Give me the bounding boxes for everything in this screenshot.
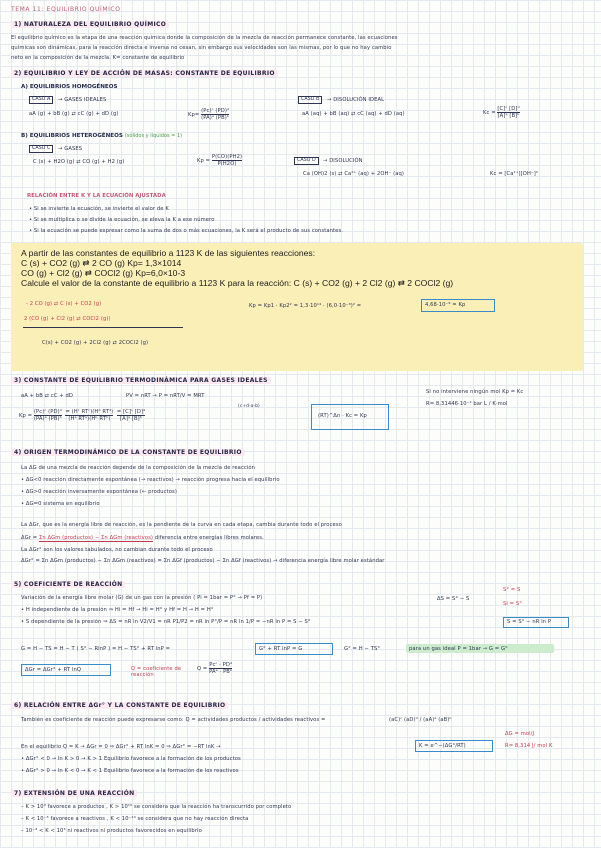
section-3-kp-label: Kp = [19,413,33,419]
case-b-label: → DISOLUCIÓN IDEAL [327,97,385,103]
page-title: TEMA 11: EQUILIBRIO QUÍMICO [11,6,121,13]
case-c-kp-den: P(H2O) [217,161,237,167]
section-4-line-1: La ΔG de una mezcla de reacción depende de la composición de la mezcla de reacción [21,465,256,471]
section-3-exponent: (c+d-a-b) [238,404,260,409]
section-5-line-4: G = H − TS = H − T ( S° − RlnP ) = H − TS° + RT lnP = [21,646,171,652]
section-1-line-1: El equilibrio químico es la etapa de una reacción química donde la composición de la mezcla de reacción permanece constante, las ecuaciones [11,35,398,41]
case-a-label: → GASES IDEALES [58,97,107,103]
section-4-line-5: La ΔGr, que es la energía libre de reacción, es la pendiente de la curva en cada etapa, cambia durante todo el proceso [21,522,342,528]
section-6-k-box-text: K = e^−(ΔG°/RT) [419,743,466,749]
section-1-line-3: neto en la composición de la mezcla. K= constante de equilibrio [11,55,185,61]
section-5-delta-s: ΔS = S° − S [437,596,470,602]
section-6-line-3: • ΔGr° < 0 → ln K > 0 → K > 1 Equilibrio favorece a la formación de los productos [21,756,241,762]
section-3-note-2: R= 8,31446·10⁻² bar L / K·mol [426,401,508,407]
section-7-line-3: – 10⁻³ < K < 10³ ni reactivos ni productos favorecidos en equilibrio [21,828,202,834]
section-6-units-2: R= 8,314 J/ mol K [505,743,553,749]
section-5-dg-formula: ΔGr = ΔGr° + RT lnQ [25,667,82,673]
section-3-mid-den: (Hᵃ RTᵃ)(Hᵇ RTᵇ) [68,416,111,422]
section-4-line-4: • ΔG=0 sistema en equilibrio [21,501,100,507]
section-3-pv: PV = nRT → P = nRT/V = MRT [126,393,205,399]
section-3-kp-den: (PA)ᵃ (PB)ᵇ [33,416,62,422]
case-a-kp-label: Kp= [188,112,200,118]
case-c-kp-label: Kp = [197,158,211,164]
heterogeneous-title: B) EQUILIBRIOS HETEROGÉNEOS [21,133,123,139]
case-b-kc-den: [A]ᵃ [B]ᵇ [497,113,520,119]
section-3-kc-den: [A]ᵃ [B]ᵇ [120,416,143,422]
section-5-q-label-eq: Q = [197,666,208,672]
section-5-q-num: Pcᶜ · PDᵈ [209,662,233,668]
section-5-q-den: PAᵃ · PBᵇ [209,669,233,675]
section-3-heading [11,377,271,384]
case-b-equation: aA (aq) + bB (aq) ⇄ cC (aq) + dD (aq) [302,111,405,117]
section-5-q-label: Q = coeficiente de reacción [131,666,182,678]
section-3-result: (RT)^Δn · Kc = Kp [318,413,367,419]
working-result: 4,68·10⁻⁹ = Kp [425,302,466,308]
working-line-1-text: - 2 CO (g) ⇄ C (s) + CO2 (g) [26,301,102,307]
working-line-2 [24,316,111,322]
section-1-title: 1) NATURALEZA DEL EQUILIBRIO QUÍMICO [11,21,169,28]
section-5-s-right-2: Si = S° [503,601,522,607]
case-c-kp-num: P(CO)(PH2) [211,154,243,160]
section-6-line-1: También es coeficiente de reacción puede expresarse como: Q = actividades productos / actividades reactivos = [21,717,326,723]
working-kp: Kp = Kp1 · Kp2² = 1,3·10¹⁴ · (6,0·10⁻³)² = [249,303,362,309]
relation-rule-1: • Si se invierte la ecuación, se invierte el valor de K [29,206,169,212]
exercise-line-2: C (s) + CO2 (g) ⇄ 2 CO (g) Kp= 1,3×1014 [21,258,182,268]
case-b-box: CASO B [298,96,322,104]
section-4-line-6 [21,535,264,541]
section-4-line-6-label: ΔGr = [21,535,38,541]
section-3-kc-num: = [C]ᶜ [D]ᵈ [116,409,146,415]
section-6-units-1: ΔG = mol/J [505,731,535,737]
case-d-label: → DISOLUCIÓN [323,158,363,164]
working-divider [23,327,183,328]
section-5-line-2: • H independiente de la presión ⇒ Hi = Hf → Hi = H° y Hf = H → H = H° [21,607,214,613]
section-4-line-6-formula: Σn ΔGm (productos) − Σn ΔGm (reactivos) [38,535,154,541]
exercise-note [11,243,583,371]
section-7-line-2: – K < 10⁻³ favorece a reactivos , K < 10⁻¹⁰ se considera que no hay reacción directa [21,816,249,822]
case-c-box: CASO C [29,145,53,153]
case-b-kc-label: Kc = [483,110,496,116]
section-3-kp-num: (Pc)ᶜ (PD)ᵈ [33,409,62,415]
exercise-line-4: Calcule el valor de la constante de equilibrio a 1123 K para la reacción: C (s) + CO2 (g) + 2 Cl2 (g) ⇄ 2 COCl2 (g) [21,278,454,288]
section-5-s-right-1: S° = S [503,587,521,593]
exercise-line-3: CO (g) + Cl2 (g) ⇄ COCl2 (g) Kp=6,0×10-3 [21,268,186,278]
heterogeneous-heading [21,133,182,140]
case-a-kp-den: (PA)ᵃ (PB)ᵇ [201,115,230,121]
section-6-title: 6) RELACIÓN ENTRE ΔGr° Y LA CONSTANTE DE EQUILIBRIO [11,702,228,709]
section-4-line-2: • ΔG<0 reacción directamente espontánea (→ reactivos) → reacción progresa hacia el equilibrio [21,477,280,483]
section-6-activities: (aC)ᶜ (aD)ᵈ / (aA)ᵃ (aB)ᵇ [389,717,452,723]
section-4-line-6-note: diferencia entre energías libres molares. [154,535,264,541]
section-6-line-4: • ΔGr° > 0 → ln K < 0 → K < 1 Equilibrio favorece a la formación de los reactivos [21,768,239,774]
section-3-mid-num: = (Hᶜ RTᶜ)(Hᵈ RTᵈ) [65,409,114,415]
section-3-note-1: Si no interviene ningún mol Kp = Kc [426,389,524,395]
section-2-heading [11,70,278,77]
section-4-line-8: ΔGr° = Σn ΔGm (productos) − Σn ΔGm (reactivos) = Σn ΔGf (productos) − Σn ΔGf (reactivos) → diferencia energía libre molar estándar [21,558,385,564]
section-3-kp [19,409,145,422]
case-d-box: CASO D [294,157,319,165]
case-b-kc [483,106,520,119]
working-line-2-text: 2 (CO (g) + Cl2 (g) ⇄ COCl2 (g)) [24,316,111,322]
exercise-line-1: A partir de las constantes de equilibrio a 1123 K de las siguientes reacciones: [21,248,316,258]
section-5-ideal-gas: para un gas ideal P = 1bar → G = G° [409,646,508,652]
case-a-kp-num: (Pc)ᶜ (PD)ᵈ [201,108,230,114]
relation-rule-3: • Si la ecuación se puede expresar como la suma de dos o más ecuaciones, la K será el producto de sus constantes. [29,228,344,234]
section-5-g-standard: G° = H − TS° [344,646,381,652]
section-7-heading [11,790,137,797]
section-5-title: 5) COEFICIENTE DE REACCIÓN [11,581,125,588]
section-4-line-3: • ΔG>0 reacción inversamente espontánea (← productos) [21,489,177,495]
section-7-title: 7) EXTENSIÓN DE UNA REACCIÓN [11,790,137,797]
section-5-line-1: Variación de la energía libre molar (G) de un gas con la presión ( Pi = 1bar = P° → Pf = P) [21,595,263,601]
case-d-kc: Kc = [Ca²⁺][OH⁻]² [490,171,539,177]
heterogeneous-note: (sólidos y líquidos = 1) [124,133,183,139]
section-5-q-formula [197,662,232,675]
homogeneous-heading: A) EQUILIBRIOS HOMOGÉNEOS [21,84,118,90]
relation-heading: RELACIÓN ENTRE K Y LA ECUACIÓN AJUSTADA [27,193,166,199]
case-c-label: → GASES [58,146,83,152]
working-line-1 [26,301,101,307]
section-5-line-3: • S dependiente de la presión ⇒ ΔS = nR ln V2/V1 = nR P1/P2 = nR ln P°/P = nR ln 1/P = −nR ln P = S − S° [21,619,311,625]
case-a-equation: aA (g) + bB (g) ⇄ cC (g) + dD (g) [29,111,119,117]
section-6-line-2: En el equilibrio Q = K → ΔGr = 0 ⇒ ΔGr° + RT lnK = 0 ⇒ ΔGr° = −RT lnK → [21,744,221,750]
section-4-heading [11,449,245,456]
section-5-heading [11,581,125,588]
section-3-equation: aA + bB ⇄ cC + dD [21,393,73,399]
section-6-heading [11,702,228,709]
section-7-line-1: – K > 10³ favorece a productos , K > 10¹⁰ se considera que la reacción ha transcurrido por completo [21,804,292,810]
section-1-heading [11,21,169,28]
case-b-kc-num: [C]ᶜ [D]ᵈ [497,106,520,112]
case-d-equation: Ca (OH)2 (s) ⇄ Ca²⁺ (aq) + 2OH⁻ (aq) [303,171,405,177]
section-2-title: 2) EQUILIBRIO Y LEY DE ACCIÓN DE MASAS: CONSTANTE DE EQUILIBRIO [11,70,278,77]
case-a-kp [188,108,229,121]
case-c-kp [197,154,242,167]
section-3-title: 3) CONSTANTE DE EQUILIBRIO TERMODINÁMICA PARA GASES IDEALES [11,377,271,384]
case-c-equation: C (s) + H2O (g) ⇄ CO (g) + H2 (g) [33,159,125,165]
working-result-equation: C(s) + CO2 (g) + 2Cl2 (g) ⇄ 2COCl2 (g) [42,340,149,346]
relation-rule-2: • Si se multiplica o se divide la ecuación, se eleva la K a ese número [29,217,215,223]
section-5-g-box-text: G° + RT lnP = G [259,646,303,652]
case-a-box: CASO A [29,96,53,104]
section-4-title: 4) ORIGEN TERMODINÁMICO DE LA CONSTANTE DE EQUILIBRIO [11,449,245,456]
section-4-line-7: La ΔGr° son los valores tabulados, no cambian durante todo el proceso [21,547,213,553]
section-1-line-2: químicas son dinámicas, para la reacción directa e inversa no cesan, sin embargo sus velocidades son las mismas, por lo que no hay cambio [11,45,392,51]
section-5-s-box-text: S = S° − nR ln P [507,619,552,625]
